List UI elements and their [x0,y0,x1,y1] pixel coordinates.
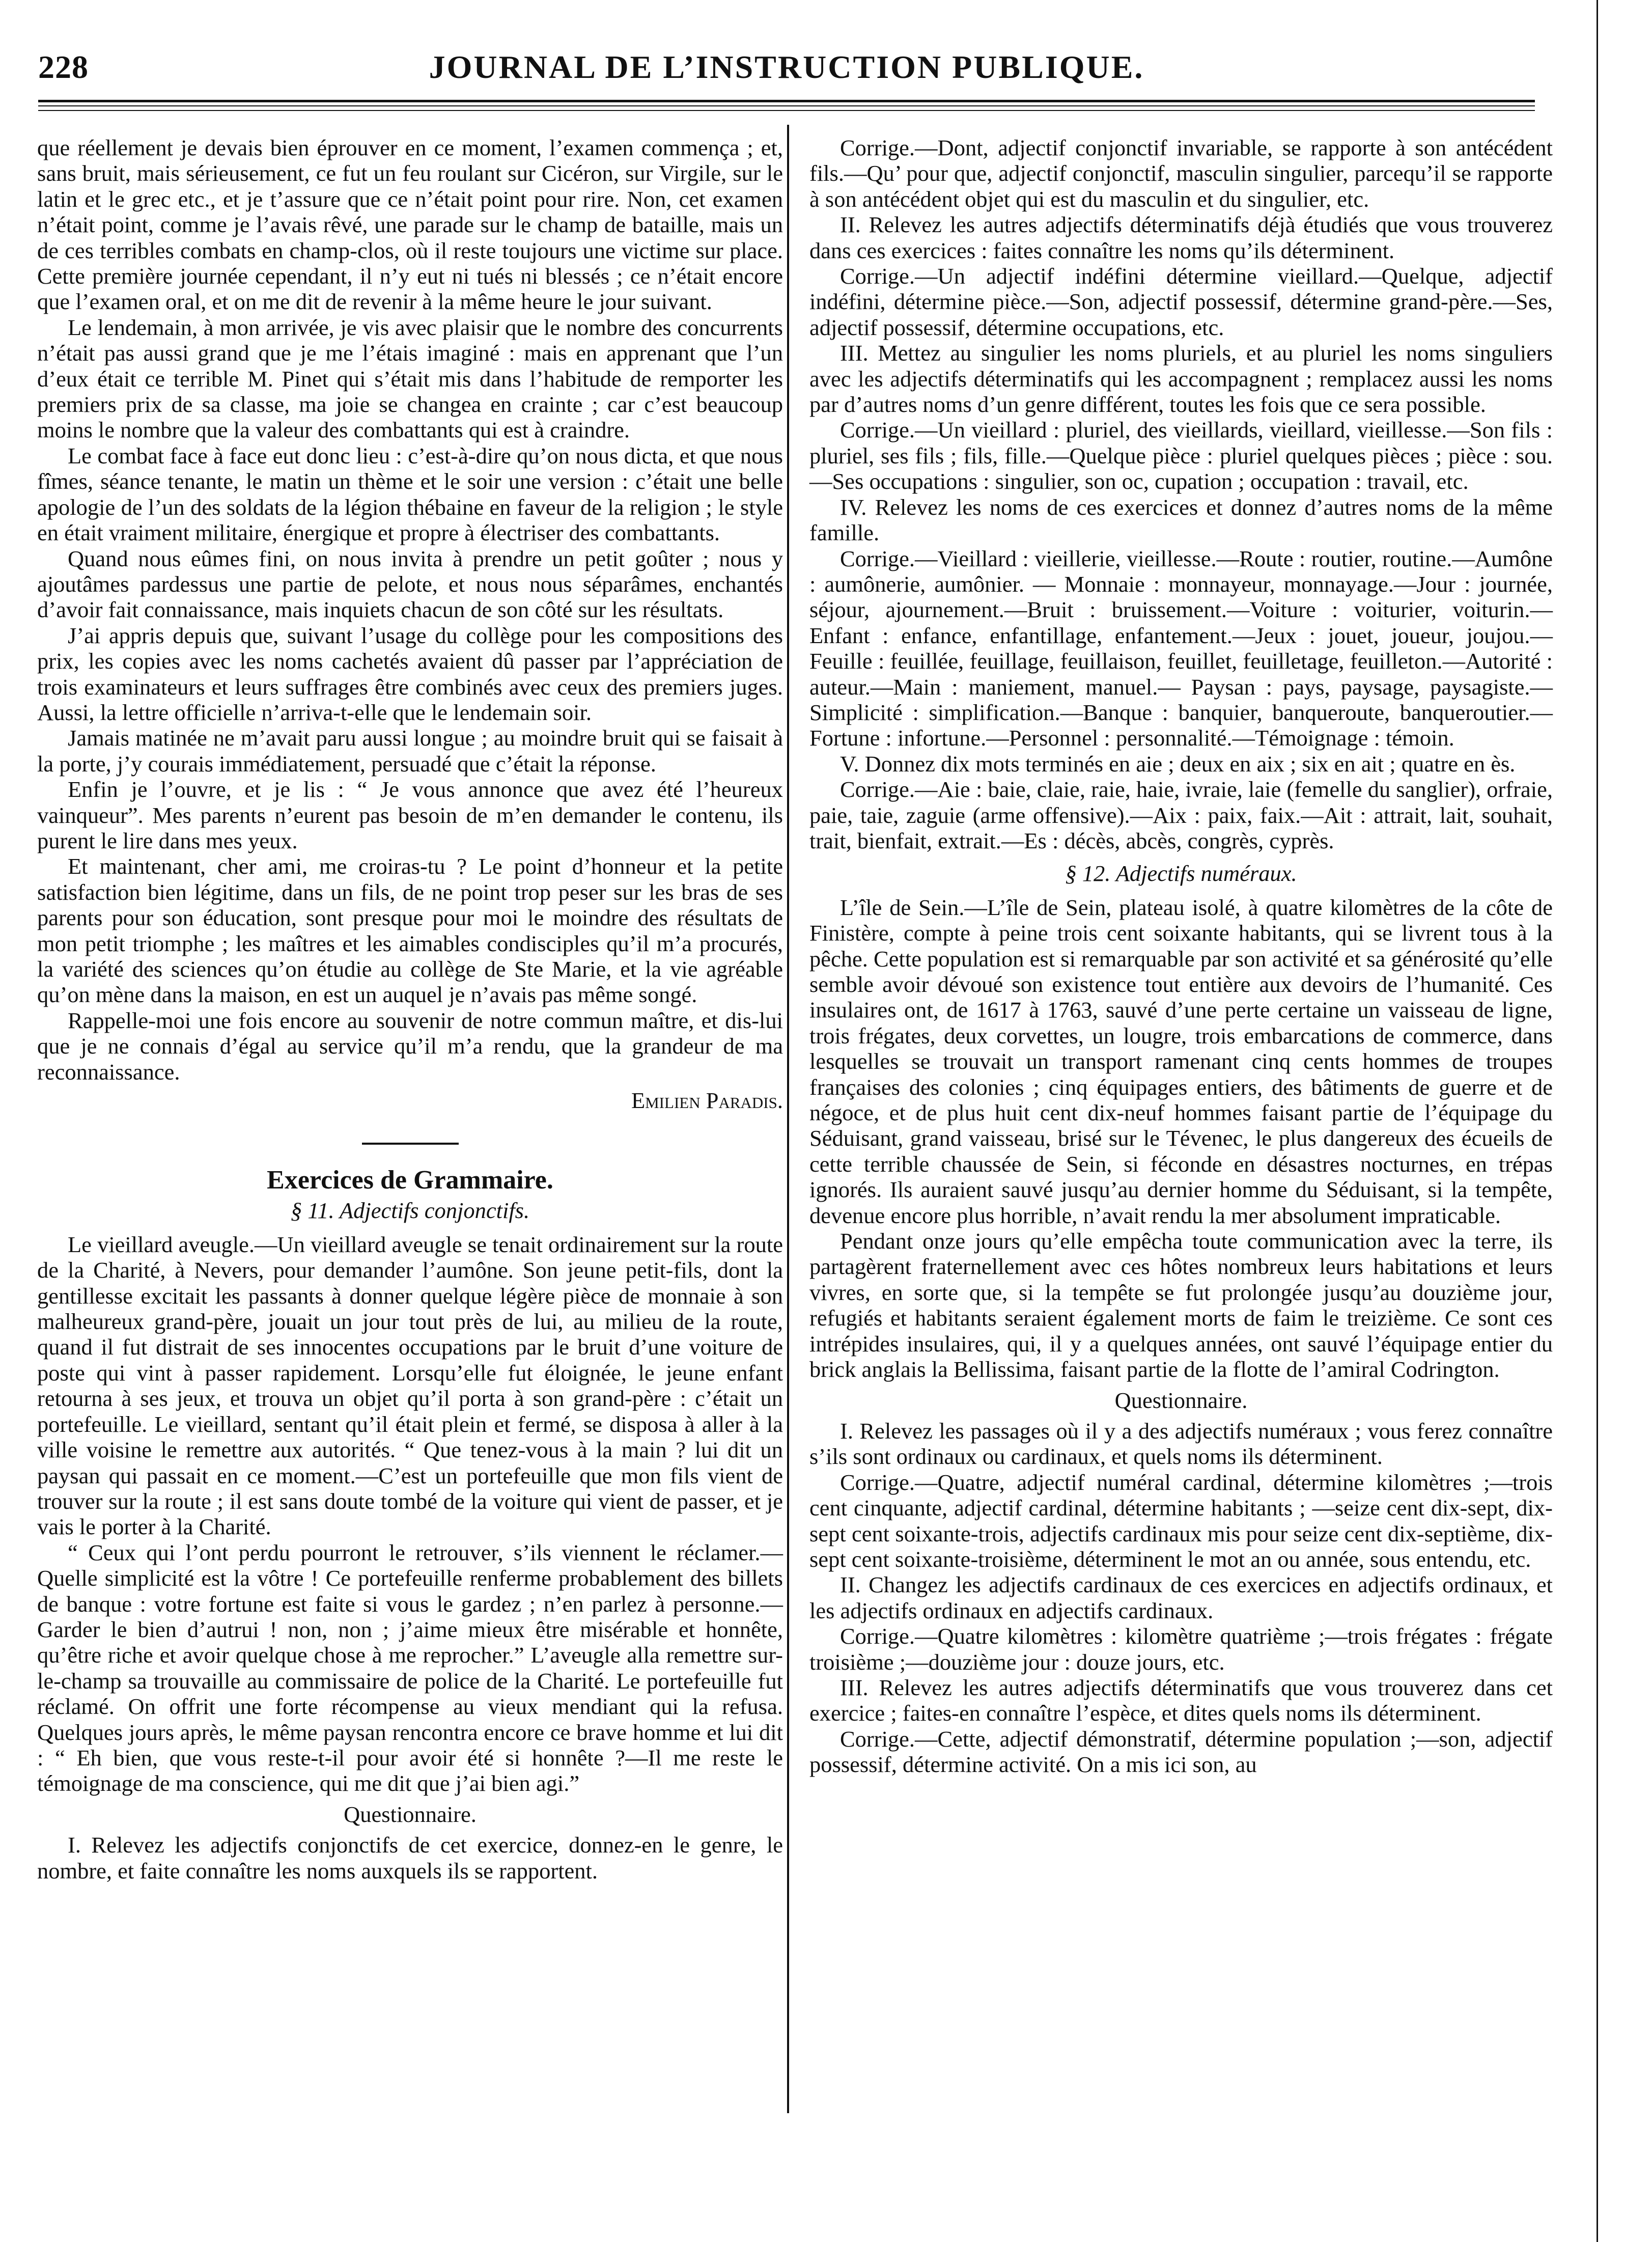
exercise-paragraph: L’île de Sein.—L’île de Sein, plateau isolé, à quatre kilomètres de la côte de Finistère, compte à peine trois cent soixante habitants, qui se livrent tous à la pêche. Cette population est si remarquable par son activité et sa générosité qu’elle semble avoir dévoué son existence tout entière aux devoirs de l’humanité. Ces insulaires ont, de 1617 à 1763, sauvé d’une perte certaine un vaisseau de ligne, trois frégates, deux corvettes, un lougre, trois embarcations de commerce, dans lesquelles se trouvait un transport ramenant cinq cents hommes de troupes françaises des colonies ; cinq équipages entiers, des bâtiments de guerre et de négoce, et de plus huit cent dix-neuf hommes faisant partie de l’équipage du Séduisant, grand vaisseau, brisé sur le Tévenec, le plus dangereux des écueils de cette terrible chaussée de Sein, si féconde en désastres nocturnes, en trépas ignorés. Ils auraient sauvé jusqu’au dernier homme du Séduisant, si la tempête, devenue encore plus horrible, n’avait rendu la mer absolument impraticable. [809,894,1553,1228]
question-paragraph: I. Relevez les passages où il y a des adjectifs numéraux ; vous ferez connaître s’ils sont ordinaux ou cardinaux, et quels noms ils déterminent. [809,1418,1553,1470]
answer-paragraph: Corrige.—Un adjectif indéfini détermine vieillard.—Quelque, adjectif indéfini, détermine pièce.—Son, adjectif possessif, détermine grand-père.—Ses, adjectif possessif, détermine occupations, etc. [809,263,1553,340]
paragraph: Le combat face à face eut donc lieu : c’est-à-dire qu’on nous dicta, et que nous fîmes, séance tenante, le matin un thème et le soir une version : c’était une belle apologie de l’un des soldats de la légion thébaine en faveur de la religion ; le style en était vraiment militaire, énergique et propre à électriser des combattants. [37,442,783,546]
paragraph: Jamais matinée ne m’avait paru aussi longue ; au moindre bruit qui se faisait à la porte, j’y courais immédiatement, persuadé que c’était la réponse. [37,725,783,777]
section-separator [362,1143,459,1145]
exercise-paragraph: “ Ceux qui l’ont perdu pourront le retrouver, s’ils viennent le réclamer.—Quelle simplicité est la vôtre ! Ce portefeuille renferme probablement des billets de banque : votre fortune est faite si vous le gardez ; n’en parlez à personne.—Garder le bien d’autrui ! non, non ; j’aime mieux être misérable et honnête, qu’être riche et avoir quelque chose à me reprocher.” L’aveugle alla remettre sur-le-champ sa trouvaille au commissaire de police de la Charité. Le portefeuille fut réclamé. On offrit une forte récompense au vieux mendiant qui la refusa. Quelques jours après, le même paysan rencontra encore ce brave homme et lui dit : “ Eh bien, que vous reste-t-il pour avoir été si honnête ?—Il me reste le témoignage de ma conscience, qui me dit que j’ai bien agi.” [37,1539,783,1796]
question-paragraph: V. Donnez dix mots terminés en aie ; deux en aix ; six en ait ; quatre en ès. [840,751,1516,777]
exercise-paragraph: Le vieillard aveugle.—Un vieillard aveugle se tenait ordinairement sur la route de la Charité, à Nevers, pour demander l’aumône. Son jeune petit-fils, dont la gentillesse excitait les passants à donner quelque légère pièce de monnaie à son malheureux grand-père, jouait un jour tout près de lui, au milieu de la route, quand il fut distrait de ses innocentes occupations par le bruit d’une voiture de poste qui vint à passer rapidement. Lorsqu’elle fut éloignée, le jeune enfant retourna à ses jeux, et trouva un objet qu’il porta à son grand-père : c’était un portefeuille. Le vieillard, sentant qu’il était plein et fermé, se disposa à aller à la ville voisine le remettre aux autorités. “ Que tenez-vous à la main ? lui dit un paysan qui passait en ce moment.—C’est un portefeuille que mon fils vient de trouver sur la route ; il est sans doute tombé de la voiture qui vient de passer, et je vais le porter à la Charité. [37,1231,783,1540]
page-number: 228 [38,49,89,85]
paragraph: Quand nous eûmes fini, on nous invita à prendre un petit goûter ; nous y ajoutâmes pardessus une partie de pelote, et nous nous séparâmes, enchantés d’avoir fait connaissance, mais inquiets chacun de son côté sur les résultats. [37,545,783,623]
paragraph: Le lendemain, à mon arrivée, je vis avec plaisir que le nombre des concurrents n’était pas aussi grand que je me l’étais imaginé : mais en apprenant que l’un d’eux était ce terrible M. Pinet qui s’était mis dans l’habitude de remporter les premiers prix de sa classe, ma joie se changea en crainte ; car c’est beaucoup moins le nombre que la valeur des combattants qui est à craindre. [37,314,783,443]
left-column [37,135,783,1884]
section-subtitle: § 11. Adjectifs conjonctifs. [290,1198,530,1224]
journal-title: JOURNAL DE L’INSTRUCTION PUBLIQUE. [429,49,1144,85]
right-column [809,135,1553,1778]
paragraph: Rappelle-moi une fois encore au souvenir de notre commun maître, et dis-lui que je ne connais d’égal au service qu’il m’a rendu, que la grandeur de ma reconnaissance. [37,1007,783,1085]
exercise-paragraph: Pendant onze jours qu’elle empêcha toute communication avec la terre, ils partagèrent fraternellement avec ces hôtes nombreux leurs habitations et leurs vivres, en sorte que, si la tempête se fut prolongée jusqu’au douzième jour, refugiés et habitants seraient également morts de faim le treizième. Ce sont ces intrépides insulaires, qui, il y a quelques années, ont sauvé l’équipage entier du brick anglais la Bellissima, faisant partie de la flotte de l’amiral Codrington. [809,1228,1553,1382]
answer-paragraph: Corrige.—Quatre kilomètres : kilomètre quatrième ;—trois frégates : frégate troisième ;—douzième jour : douze jours, etc. [809,1623,1553,1675]
question-paragraph: I. Relevez les adjectifs conjonctifs de cet exercice, donnez-en le genre, le nombre, et faite connaître les noms auxquels ils se rapportent. [37,1832,783,1884]
header-rule-thick [38,100,1535,102]
paragraph: Enfin je l’ouvre, et je lis : “ Je vous annonce que avez été l’heureux vainqueur”. Mes parents n’eurent pas besoin de m’en demander le contenu, ils purent le lire dans mes yeux. [37,777,783,853]
header-rule-thin [38,110,1535,111]
question-paragraph: II. Changez les adjectifs cardinaux de ces exercices en adjectifs ordinaux, et les adjectifs ordinaux en adjectifs cardinaux. [809,1572,1553,1623]
header-rule-thin [38,105,1535,106]
section-subtitle: § 12. Adjectifs numéraux. [1065,861,1297,887]
paragraph: J’ai appris depuis que, suivant l’usage du collège pour les compositions des prix, les copies avec les noms cachetés avaient dû passer par l’appréciation de trois examinateurs et leurs suffrages être combinés avec ceux des premiers juges. Aussi, la lettre officielle n’arriva-t-elle que le lendemain soir. [37,622,783,725]
paragraph: Et maintenant, cher ami, me croiras-tu ? Le point d’honneur et la petite satisfaction bien légitime, dans un fils, de ne point trop peser sur les bras de ses parents pour son éducation, sont presque pour moi le moindre des résultats de mon petit triomphe ; les maîtres et les aimables condisciples qu’il m’a procurés, la variété des sciences qu’on étudie au collège de Ste Marie, et la vie agréable qu’on mène dans la maison, en est un auquel je n’avais pas même songé. [37,853,783,1008]
answer-paragraph: Corrige.—Quatre, adjectif numéral cardinal, détermine kilomètres ;—trois cent cinquante, adjectif cardinal, détermine habitants ; —seize cent dix-sept, dix-sept cent soixante-trois, adjectifs cardinaux mis pour seize cent dix-septième, dix-sept cent soixante-troisième, déterminent le mot an ou année, sous entendu, etc. [809,1469,1553,1572]
column-divider [787,125,789,2113]
question-paragraph: IV. Relevez les noms de ces exercices et donnez d’autres noms de la même famille. [809,494,1553,546]
paragraph: que réellement je devais bien éprouver en ce moment, l’examen commença ; et, sans bruit, mais sérieusement, ce fut un feu roulant sur Cicéron, sur Virgile, sur le latin et le grec etc., et je t’assure que ce n’était point pour rire. Non, cet examen n’était point, comme je l’avais rêvé, une parade sur le champ de bataille, mais un de ces terribles combats en champ-clos, où il reste toujours une victime sur place. Cette première journée cependant, il n’y eut ni tués ni blessés ; ce n’était encore que l’examen oral, et on me dit de revenir à la même heure le jour suivant. [37,135,783,315]
answer-paragraph: Corrige.—Vieillard : vieillerie, vieillesse.—Route : routier, routine.—Aumône : aumônerie, aumônier. — Monnaie : monnayeur, monnayage.—Jour : journée, séjour, ajournement.—Bruit : bruissement.—Voiture : voiturier, voiturin.— Enfant : enfance, enfantillage, enfantement.—Jeux : jouet, joueur, joujou.—Feuille : feuillée, feuillage, feuillaison, feuillet, feuilletage, feuilleton.—Autorité : auteur.—Main : maniement, manuel.— Paysan : pays, paysage, paysagiste.—Simplicité : simplification.—Banque : banquier, banqueroute, banqueroutier.—Fortune : infortune.—Personnel : personnalité.—Témoignage : témoin. [809,545,1553,751]
answer-paragraph: Corrige.—Cette, adjectif démonstratif, détermine population ;—son, adjectif possessif, détermine activité. On a mis ici son, au [809,1726,1553,1778]
answer-paragraph: Corrige.—Dont, adjectif conjonctif invariable, se rapporte à son antécédent fils.—Qu’ pour que, adjectif conjonctif, masculin singulier, parcequ’il se rapporte à son antécédent objet qui est du masculin et du singulier, etc. [809,135,1553,212]
question-paragraph: III. Relevez les autres adjectifs déterminatifs que vous trouverez dans cet exercice ; faites-en connaître l’espèce, et dites quels noms ils déterminent. [809,1674,1553,1726]
section-title: Exercices de Grammaire. [267,1166,553,1195]
answer-paragraph: Corrige.—Aie : baie, claie, raie, haie, ivraie, laie (femelle du sanglier), orfraie, paie, taie, zaguie (arme offensive).—Aix : paix, faix.—Ait : attrait, lait, souhait, trait, bienfait, extrait.—Es : décès, abcès, congrès, cyprès. [809,777,1553,853]
page-header [38,48,1535,94]
question-paragraph: III. Mettez au singulier les noms pluriels, et au pluriel les noms singuliers avec les adjectifs déterminatifs qui les accompagnent ; remplacez aussi les noms par d’autres noms d’un genre différent, toutes les fois que ce sera possible. [809,340,1553,418]
answer-paragraph: Corrige.—Un vieillard : pluriel, des vieillards, vieillard, vieillesse.—Son fils : pluriel, ses fils ; fils, fille.—Quelque pièce : pluriel quelques pièces ; pièce : sou.—Ses occupations : singulier, son oc, cupation ; occupation : travail, etc. [809,417,1553,494]
questionnaire-title: Questionnaire. [1114,1387,1248,1413]
questionnaire-title: Questionnaire. [344,1801,477,1827]
question-paragraph: II. Relevez les autres adjectifs déterminatifs déjà étudiés que vous trouverez dans ces exercices : faites connaître les noms qu’ils déterminent. [809,212,1553,263]
margin-rule [1597,0,1598,2242]
author-signature: Emilien Paradis. [631,1088,783,1114]
